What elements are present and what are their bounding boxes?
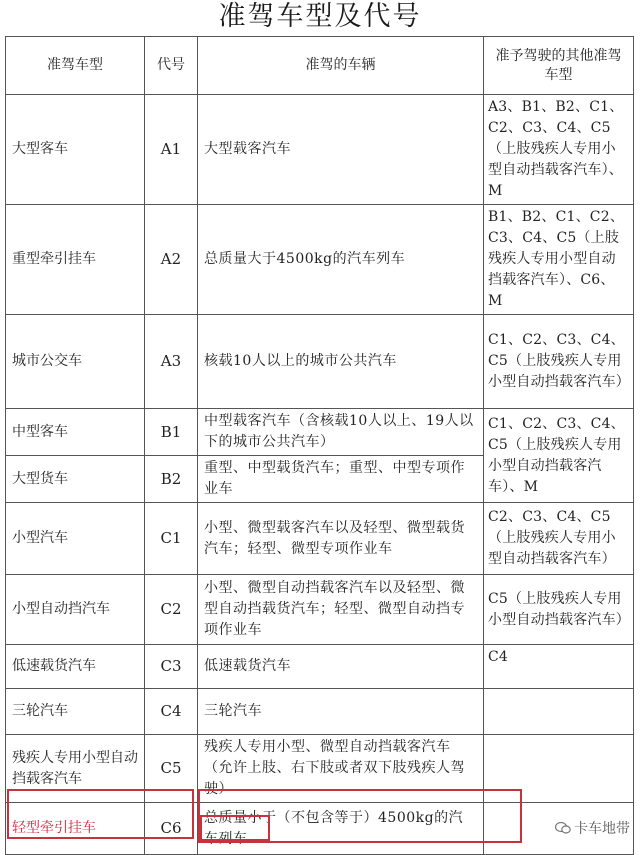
cell-code: B2	[145, 456, 198, 503]
table-row	[6, 315, 634, 409]
watermark	[555, 818, 630, 838]
cell-vehicles: 三轮汽车	[198, 689, 484, 735]
cell-vehicles: 小型、微型自动挡载客汽车以及轻型、微型自动挡载货汽车；轻型、微型自动挡专项作业车	[198, 575, 484, 645]
header-vehicles: 准驾的车辆	[198, 37, 484, 95]
table-row	[6, 95, 634, 205]
table-header-row	[6, 37, 634, 95]
cell-type: 中型客车	[6, 409, 145, 456]
cell-others: C4	[484, 645, 634, 689]
cell-others	[484, 735, 634, 803]
table-row	[6, 645, 634, 689]
cell-vehicles: 中型载客汽车（含核载10人以上、19人以下的城市公共汽车）	[198, 409, 484, 456]
cell-vehicles: 低速载货汽车	[198, 645, 484, 689]
table-row	[6, 689, 634, 735]
cell-type: 三轮汽车	[6, 689, 145, 735]
table-row	[6, 205, 634, 315]
header-code: 代号	[145, 37, 198, 95]
cell-others: C5（上肢残疾人专用小型自动挡载客汽车）	[484, 575, 634, 645]
cell-vehicles: 总质量大于4500kg的汽车列车	[198, 205, 484, 315]
cell-others	[484, 689, 634, 735]
cell-code: C1	[145, 503, 198, 575]
table-row	[6, 803, 634, 855]
cell-code: C6	[145, 803, 198, 855]
cell-type-highlighted: 轻型牵引挂车	[6, 803, 145, 855]
cell-vehicles: 核载10人以上的城市公共汽车	[198, 315, 484, 409]
cell-others: C1、C2、C3、C4、C5（上肢残疾人专用小型自动挡载客汽车）	[484, 315, 634, 409]
cell-vehicles: 小型、微型载客汽车以及轻型、微型载货汽车；轻型、微型专项作业车	[198, 503, 484, 575]
cell-vehicles: 残疾人专用小型、微型自动挡载客汽车（允许上肢、右下肢或者双下肢残疾人驾驶）	[198, 735, 484, 803]
cell-type: 小型汽车	[6, 503, 145, 575]
wechat-icon	[555, 822, 571, 834]
cell-code: C2	[145, 575, 198, 645]
cell-code: C3	[145, 645, 198, 689]
table-row	[6, 409, 634, 456]
header-license-type: 准驾车型	[6, 37, 145, 95]
cell-code: A2	[145, 205, 198, 315]
cell-others: C2、C3、C4、C5（上肢残疾人专用小型自动挡载客汽车）	[484, 503, 634, 575]
table-row	[6, 503, 634, 575]
cell-vehicles: 总质量小于（不包含等于）4500kg的汽车列车	[198, 803, 484, 855]
cell-type: 小型自动挡汽车	[6, 575, 145, 645]
watermark-text: 卡车地带	[574, 821, 630, 837]
cell-type: 大型客车	[6, 95, 145, 205]
cell-others: B1、B2、C1、C2、C3、C4、C5（上肢残疾人专用小型自动挡载客汽车）、C6、M	[484, 205, 634, 315]
cell-code: A3	[145, 315, 198, 409]
cell-code: A1	[145, 95, 198, 205]
cell-code: B1	[145, 409, 198, 456]
cell-code: C4	[145, 689, 198, 735]
cell-others: A3、B1、B2、C1、C2、C3、C4、C5（上肢残疾人专用小型自动挡载客汽车）、M	[484, 95, 634, 205]
table-row	[6, 735, 634, 803]
cell-others: C1、C2、C3、C4、C5（上肢残疾人专用小型自动挡载客汽车）、M	[484, 409, 634, 503]
cell-type: 大型货车	[6, 456, 145, 503]
cell-type: 城市公交车	[6, 315, 145, 409]
header-other-types: 准予驾驶的其他准驾车型	[484, 37, 634, 95]
cell-vehicles: 大型载客汽车	[198, 95, 484, 205]
page-title: 准驾车型及代号	[218, 1, 422, 32]
cell-type: 残疾人专用小型自动挡载客汽车	[6, 735, 145, 803]
cell-type: 低速载货汽车	[6, 645, 145, 689]
cell-code: C5	[145, 735, 198, 803]
cell-type: 重型牵引挂车	[6, 205, 145, 315]
license-type-table	[5, 36, 634, 855]
cell-vehicles: 重型、中型载货汽车；重型、中型专项作业车	[198, 456, 484, 503]
table-row	[6, 575, 634, 645]
